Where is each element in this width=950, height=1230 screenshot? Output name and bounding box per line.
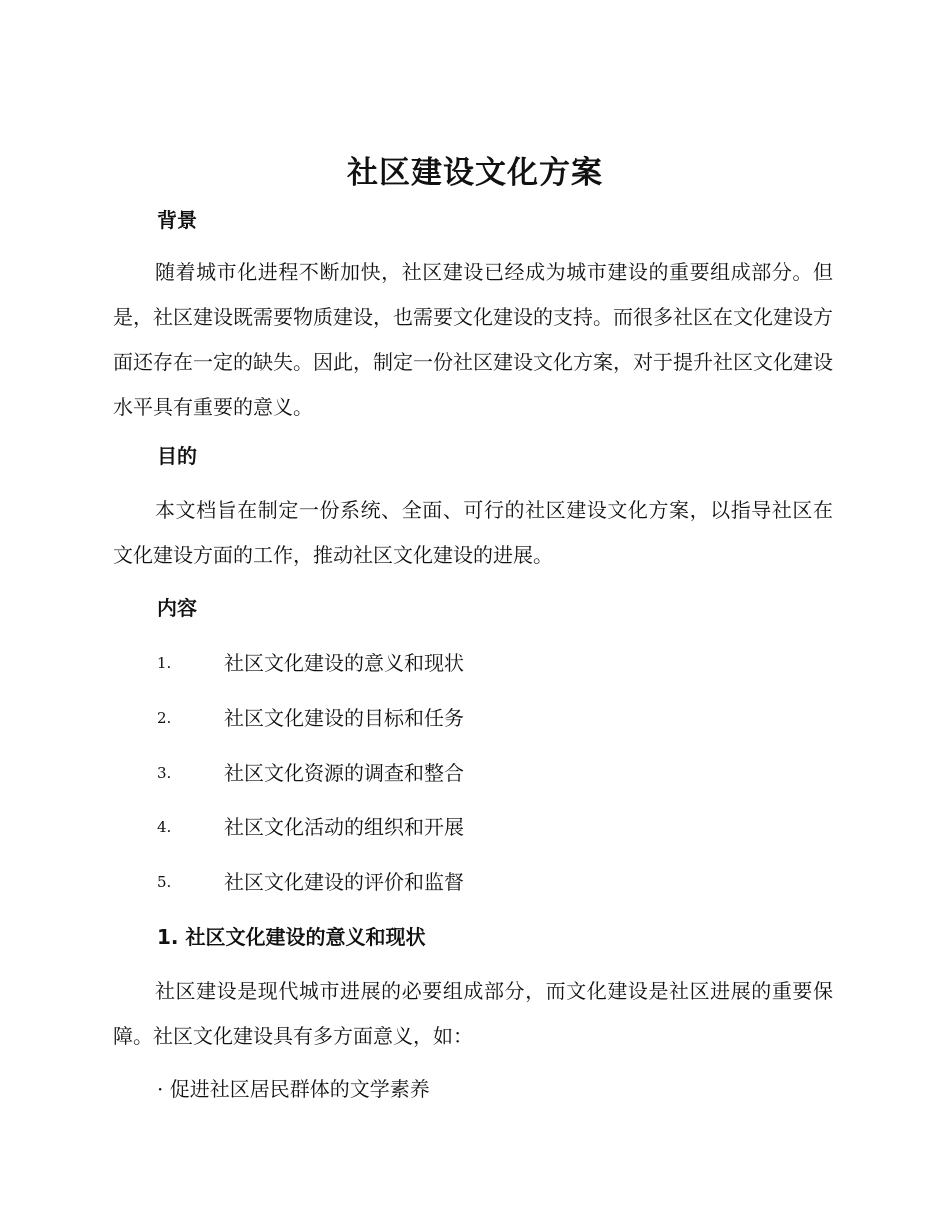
paragraph-purpose: 本文档旨在制定一份系统、全面、可行的社区建设文化方案，以指导社区在文化建设方面的工作，推动社区文化建设的进展。: [113, 498, 833, 567]
bullet-item: · 促进社区居民群体的文学素养: [157, 1077, 430, 1101]
heading-content: 内容: [157, 596, 197, 620]
paragraph-background: 随着城市化进程不断加快，社区建设已经成为城市建设的重要组成部分。但是，社区建设既需要物质建设，也需要文化建设的支持。而很多社区在文化建设方面还存在一定的缺失。因此，制定一份社区建设文化方案，对于提升社区文化建设水平具有重要的意义。: [113, 260, 833, 419]
list-text: 社区文化活动的组织和开展: [224, 815, 464, 839]
list-number: 5.: [157, 873, 172, 891]
list-number: 4.: [157, 818, 172, 836]
heading-background: 背景: [157, 208, 197, 232]
heading-purpose: 目的: [157, 444, 197, 468]
list-text: 社区文化建设的评价和监督: [224, 870, 464, 894]
list-text: 社区文化资源的调查和整合: [224, 761, 464, 785]
heading-section1: 1. 社区文化建设的意义和现状: [157, 925, 426, 949]
paragraph-section1: 社区建设是现代城市进展的必要组成部分，而文化建设是社区进展的重要保障。社区文化建设具有多方面意义，如：: [113, 979, 833, 1048]
document-title: 社区建设文化方案: [347, 155, 603, 191]
list-text: 社区文化建设的目标和任务: [224, 706, 464, 730]
list-number: 3.: [157, 764, 172, 782]
list-number: 1.: [157, 654, 172, 672]
list-text: 社区文化建设的意义和现状: [224, 651, 464, 675]
list-number: 2.: [157, 709, 172, 727]
